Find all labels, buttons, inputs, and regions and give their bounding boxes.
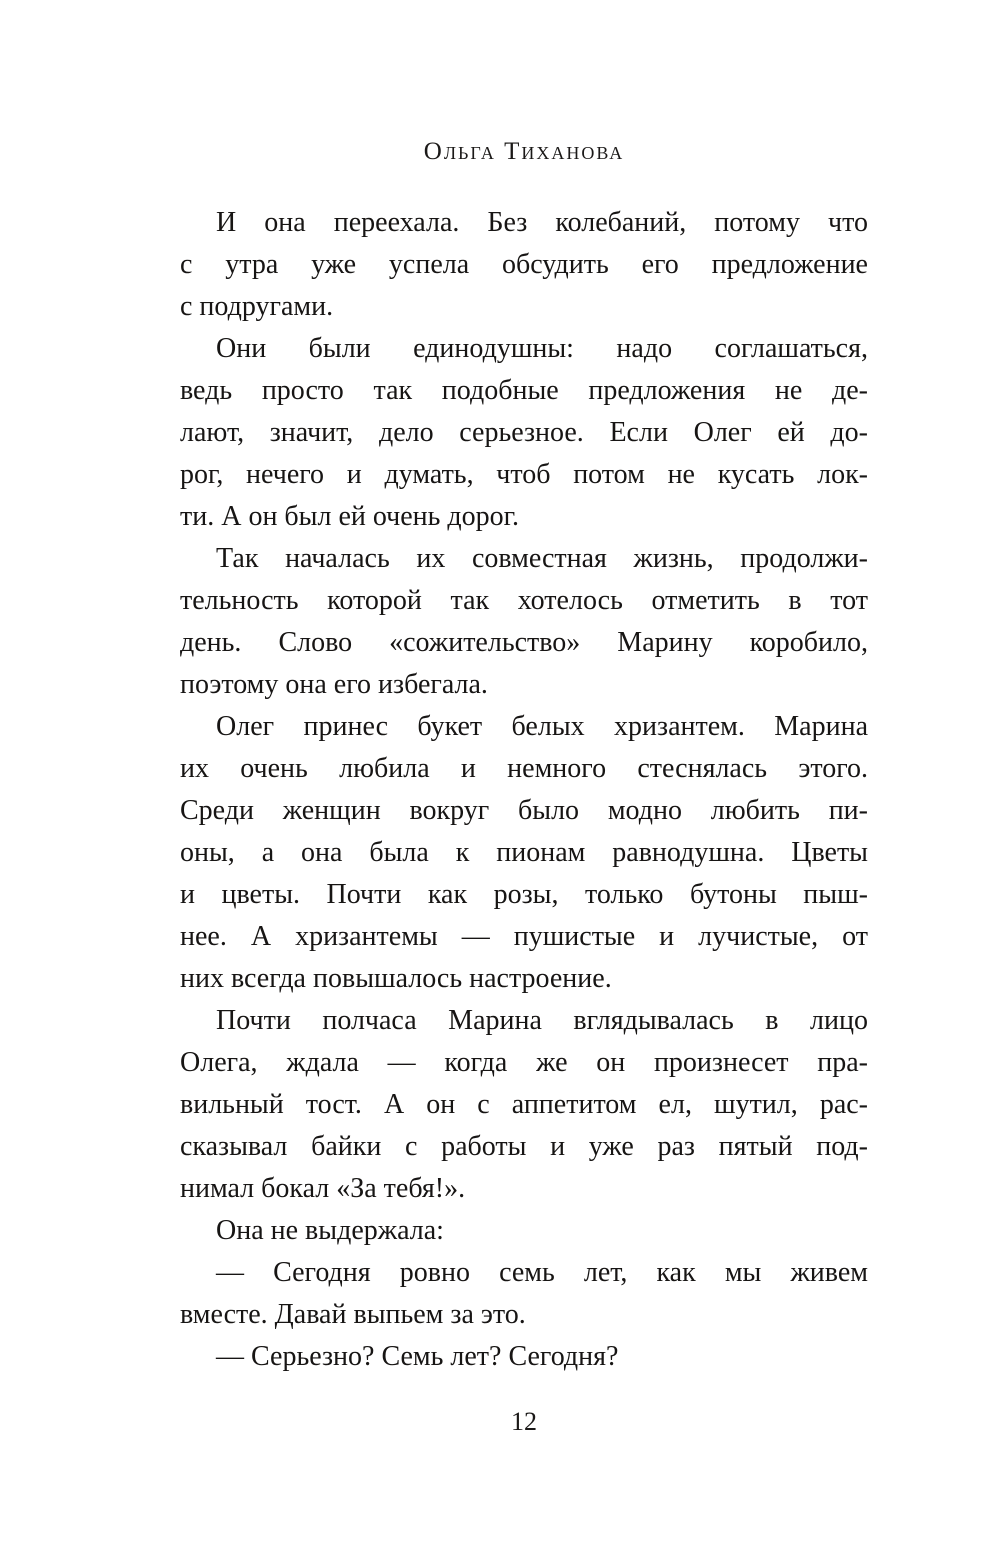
text-line: Олег принес букет белых хризантем. Марина bbox=[216, 711, 868, 742]
text-line: Она не выдержала: bbox=[216, 1215, 444, 1246]
paragraph bbox=[180, 1000, 868, 1210]
text-line: оны, а она была к пионам равнодушна. Цветы bbox=[180, 837, 868, 868]
paragraph bbox=[180, 1336, 868, 1378]
paragraph bbox=[180, 328, 868, 538]
text-line: — Сегодня ровно семь лет, как мы живем bbox=[216, 1257, 868, 1288]
text-line: Так началась их совместная жизнь, продолжи- bbox=[216, 543, 868, 574]
text-line: нимал бокал «За тебя!». bbox=[180, 1173, 466, 1204]
text-line: вместе. Давай выпьем за это. bbox=[180, 1299, 526, 1330]
page-number: 12 bbox=[511, 1407, 537, 1436]
paragraph bbox=[180, 538, 868, 706]
text-line: ведь просто так подобные предложения не де- bbox=[180, 375, 868, 406]
text-line: с подругами. bbox=[180, 291, 334, 322]
text-line: Среди женщин вокруг было модно любить пи- bbox=[180, 795, 868, 826]
text-line: Олега, ждала — когда же он произнесет пра- bbox=[180, 1047, 868, 1078]
text-line: них всегда повышалось настроение. bbox=[180, 963, 612, 994]
text-line: Почти полчаса Марина вглядывалась в лицо bbox=[216, 1005, 868, 1036]
text-line: И она переехала. Без колебаний, потому что bbox=[216, 207, 868, 238]
body-text bbox=[180, 202, 868, 1378]
text-line: с утра уже успела обсудить его предложение bbox=[180, 249, 868, 280]
text-line: поэтому она его избегала. bbox=[180, 669, 488, 700]
paragraph bbox=[180, 1252, 868, 1336]
text-line: их очень любила и немного стеснялась этого. bbox=[180, 753, 868, 784]
text-line: нее. А хризантемы — пушистые и лучистые, от bbox=[180, 921, 868, 952]
text-line: день. Слово «сожительство» Марину коробило, bbox=[180, 627, 868, 658]
paragraph bbox=[180, 1210, 868, 1252]
running-header: Ольга Тиханова bbox=[423, 138, 625, 165]
paragraph bbox=[180, 706, 868, 1000]
text-line: тельность которой так хотелось отметить в тот bbox=[180, 585, 868, 616]
text-line: — Серьезно? Семь лет? Сегодня? bbox=[216, 1341, 619, 1372]
text-line: и цветы. Почти как розы, только бутоны пыш- bbox=[180, 879, 868, 910]
text-line: ти. А он был ей очень дорог. bbox=[180, 501, 519, 532]
paragraph bbox=[180, 202, 868, 328]
text-line: лают, значит, дело серьезное. Если Олег ей до- bbox=[180, 417, 868, 448]
text-line: сказывал байки с работы и уже раз пятый под- bbox=[180, 1131, 868, 1162]
text-line: Они были единодушны: надо соглашаться, bbox=[216, 333, 868, 364]
text-line: вильный тост. А он с аппетитом ел, шутил, рас- bbox=[180, 1089, 868, 1120]
text-line: рог, нечего и думать, чтоб потом не кусать лок- bbox=[180, 459, 868, 490]
